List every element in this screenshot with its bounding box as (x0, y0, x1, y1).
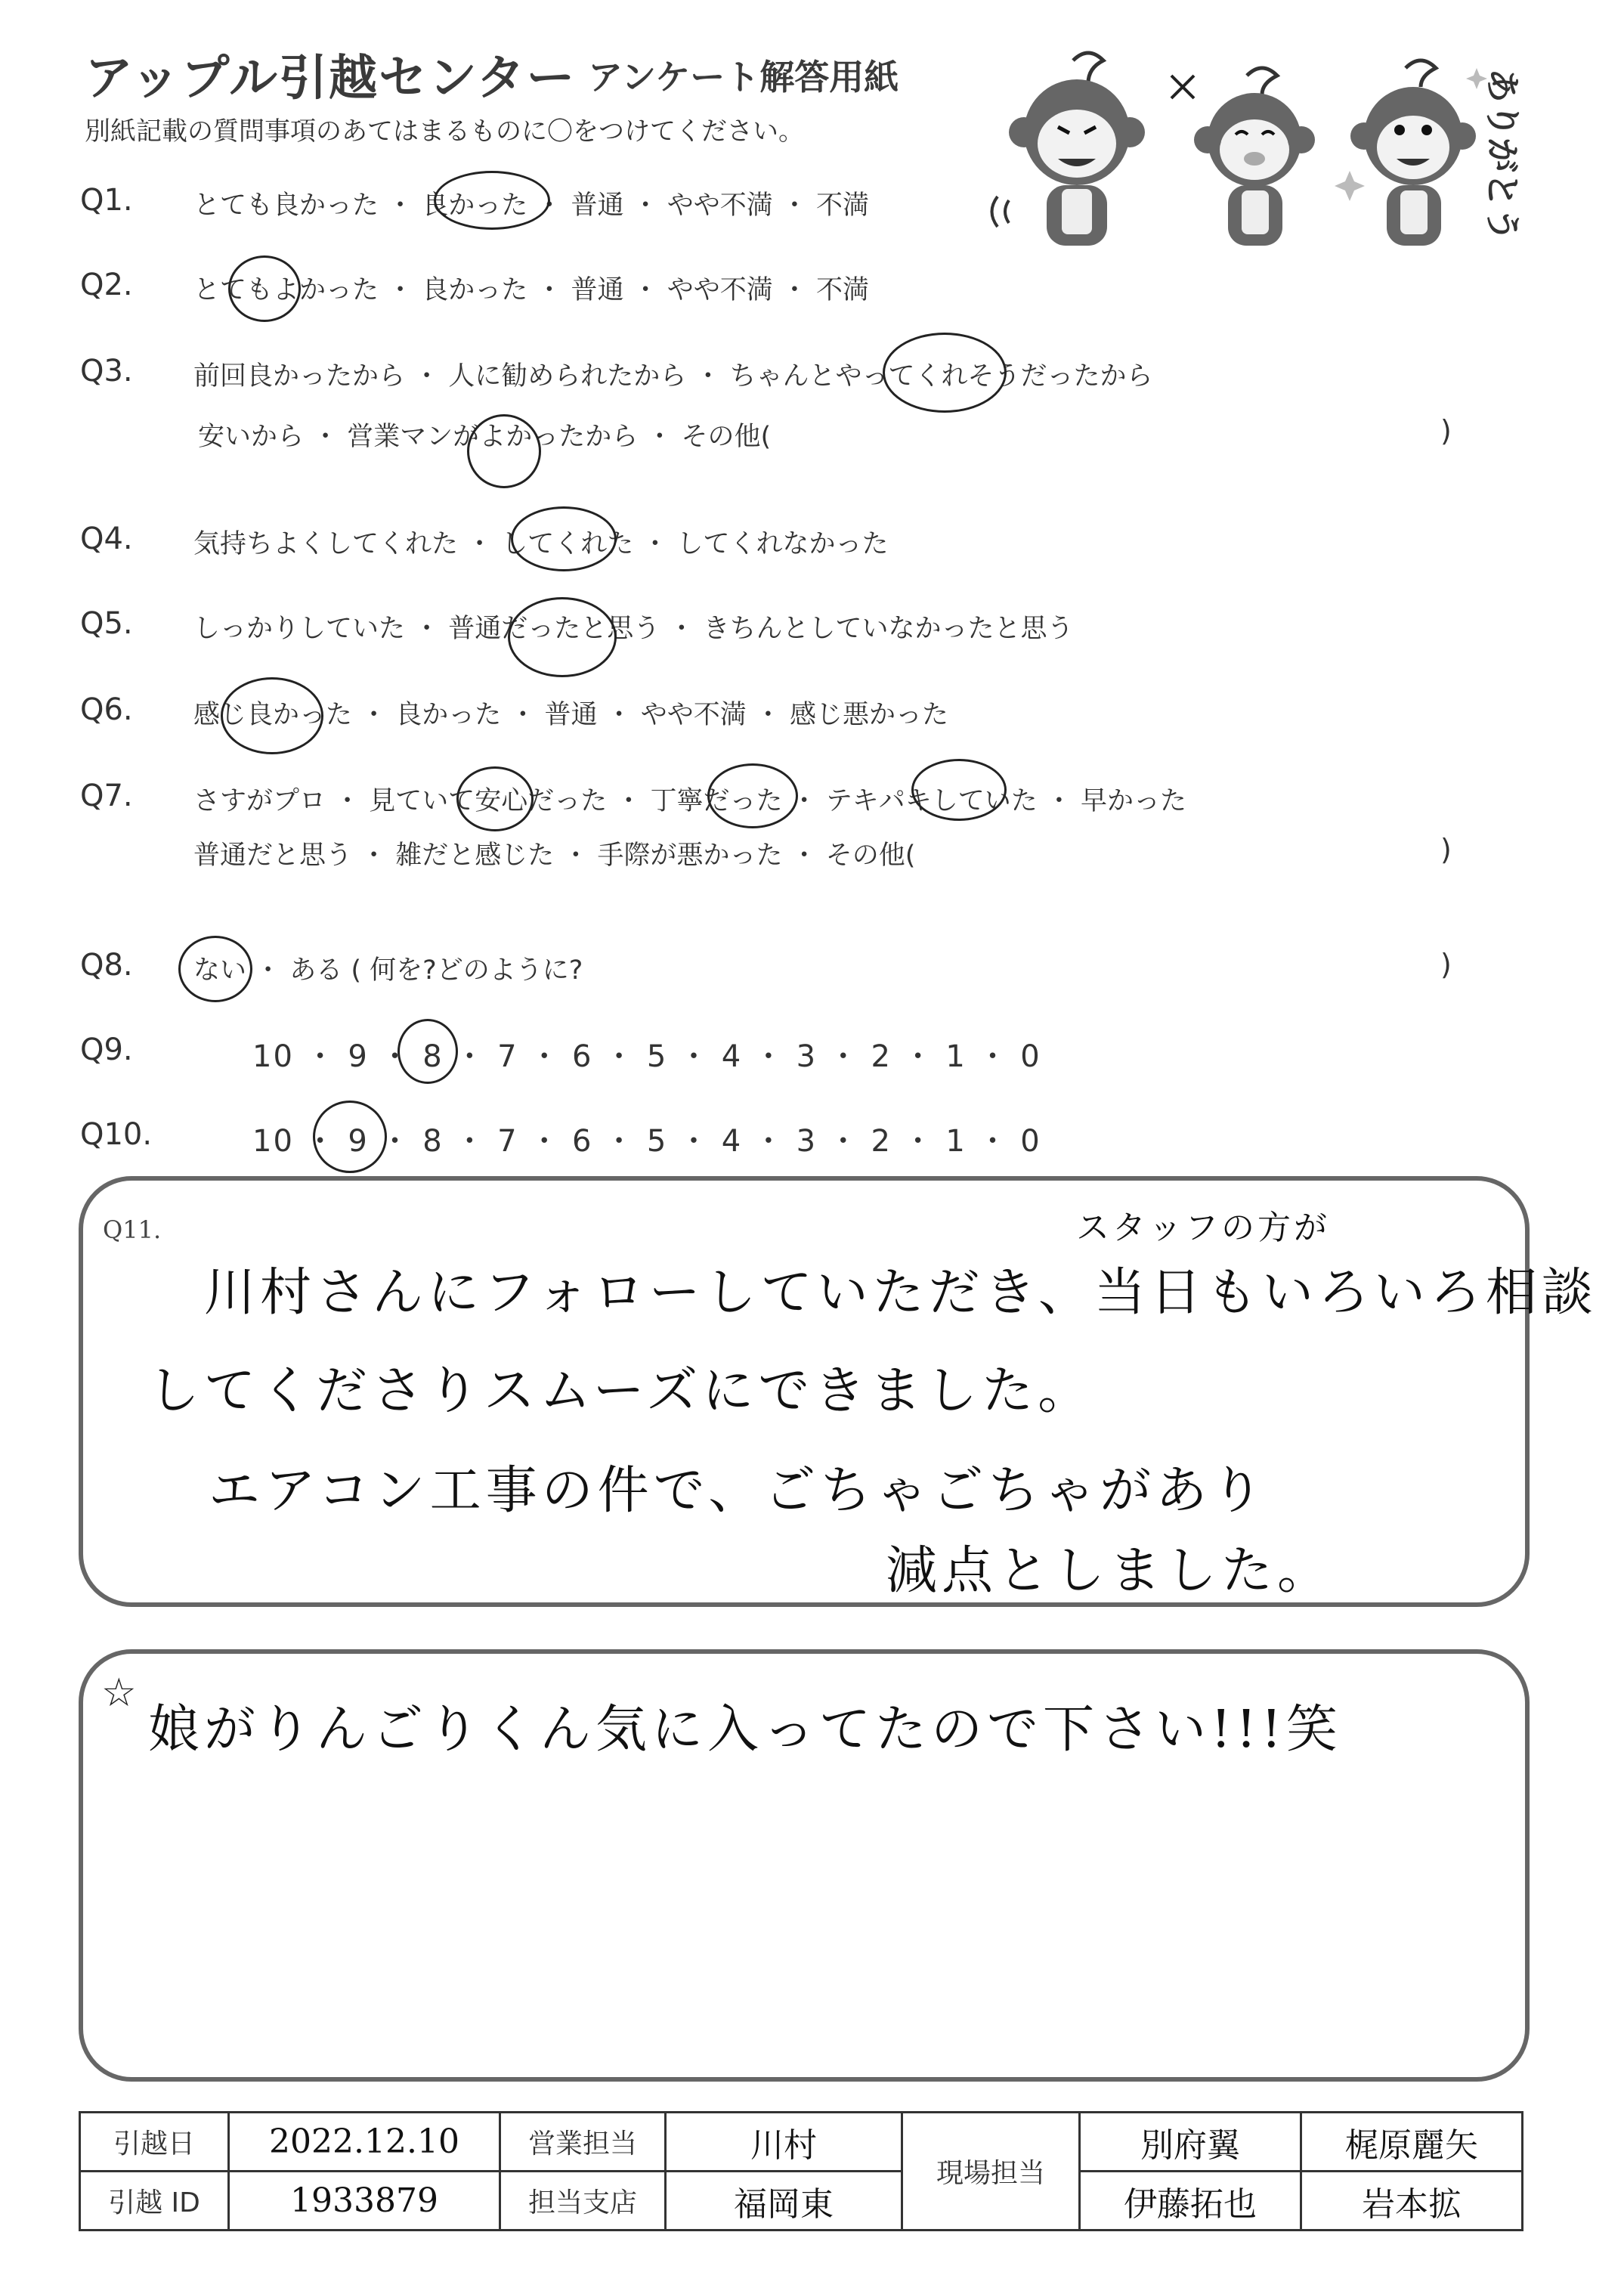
q4-label: Q4. (80, 522, 133, 556)
branch-value: 福岡東 (666, 2172, 902, 2231)
q3-answer-circle-2 (467, 414, 541, 488)
q6-options: 感じ良かった ・ 良かった ・ 普通 ・ やや不満 ・ 感じ悪かった (193, 700, 949, 730)
q6-answer-circle (221, 677, 323, 754)
q9-answer-circle (397, 1019, 458, 1084)
q7-options-line2: 普通だと思う ・ 雑だと感じた ・ 手際が悪かった ・ その他( (193, 841, 916, 871)
q11-label: Q11. (103, 1215, 162, 1244)
q7-label: Q7. (80, 779, 133, 813)
q10-answer-circle (313, 1101, 387, 1173)
site-staff-1: 別府翼 (1080, 2113, 1301, 2172)
q10-label: Q10. (80, 1117, 153, 1152)
q4-answer-circle (511, 506, 617, 571)
q6-label: Q6. (80, 692, 133, 727)
q7-close-paren: ) (1440, 833, 1452, 866)
branch-label: 担当支店 (500, 2172, 666, 2231)
q11-handwriting-line1: 川村さんにフォローしていただき、当日もいろいろ相談 (204, 1263, 1598, 1323)
move-date-value: 2022.12.10 (229, 2113, 500, 2172)
q1-label: Q1. (80, 183, 133, 218)
q2-answer-circle (228, 255, 301, 322)
company-brand: アップル引越センター (85, 51, 577, 107)
q3-answer-circle-1 (883, 333, 1007, 413)
q9-scale: 10 ・ 9 ・ 8 ・ 7 ・ 6 ・ 5 ・ 4 ・ 3 ・ 2 ・ 1 ・ 0 (252, 1039, 1041, 1074)
q9-label: Q9. (80, 1032, 133, 1067)
q1-answer-circle (434, 171, 550, 230)
q3-close-paren: ) (1440, 414, 1452, 447)
q7-options-line1: さすがプロ ・ 見ていて安心だった ・ 丁寧だった ・ テキパキしていた ・ 早かった (193, 786, 1187, 816)
q11-handwriting-line2: してくださりスムーズにできました。 (148, 1361, 1094, 1421)
star-icon: ☆ (101, 1670, 137, 1716)
mascot-caption: ありがとう (1482, 68, 1523, 242)
sales-rep-label: 営業担当 (500, 2113, 666, 2172)
q11-handwriting-line4: 減点としました。 (886, 1541, 1334, 1601)
q7-answer-circle-1 (456, 766, 534, 831)
mascot-illustration (982, 45, 1527, 257)
q8-options: ない ・ ある ( 何を?どのように? (193, 955, 583, 986)
site-staff-2: 梶原麗矢 (1301, 2113, 1523, 2172)
q3-label: Q3. (80, 354, 133, 389)
site-staff-label: 現場担当 (902, 2113, 1080, 2231)
mascot-apple-monkey-icon (1171, 68, 1315, 246)
mascot-apple-monkey-icon (992, 53, 1146, 246)
move-info-table (79, 2111, 1523, 2231)
instruction-text: 別紙記載の質問事項のあてはまるものに〇をつけてください。 (85, 116, 804, 147)
q3-options-line1: 前回良かったから ・ 人に勧められたから ・ ちゃんとやってくれそうだったから (193, 361, 1153, 392)
move-id-value: 1933879 (229, 2172, 500, 2231)
q8-answer-circle (178, 936, 252, 1002)
form-title: アンケート解答用紙 (588, 57, 899, 98)
q2-options: とてもよかった ・ 良かった ・ 普通 ・ やや不満 ・ 不満 (193, 275, 870, 305)
q5-answer-circle (508, 597, 617, 677)
q4-options: 気持ちよくしてくれた ・ してくれた ・ してくれなかった (193, 529, 889, 559)
q10-scale: 10 ・ 9 ・ 8 ・ 7 ・ 6 ・ 5 ・ 4 ・ 3 ・ 2 ・ 1 ・ 0 (252, 1124, 1041, 1159)
free-comment-handwriting: 娘がりんごりくん気に入ってたので下さい!!!笑 (148, 1700, 1342, 1760)
q8-close-paren: ) (1440, 948, 1452, 981)
q1-options: とても良かった ・ 良かった ・ 普通 ・ やや不満 ・ 不満 (193, 190, 870, 221)
q7-answer-circle-3 (911, 759, 1007, 821)
site-staff-4: 岩本拡 (1301, 2172, 1523, 2231)
q11-insert-note: スタッフの方が (1076, 1209, 1330, 1247)
q7-answer-circle-2 (707, 763, 798, 828)
q11-handwriting-line3: エアコン工事の件で、ごちゃごちゃがあり (209, 1461, 1268, 1521)
q8-label: Q8. (80, 948, 133, 983)
sales-rep-value: 川村 (666, 2113, 902, 2172)
move-date-label: 引越日 (80, 2113, 229, 2172)
move-id-label: 引越 ID (80, 2172, 229, 2231)
q5-label: Q5. (80, 606, 133, 641)
q2-label: Q2. (80, 268, 133, 302)
q3-options-line2: 安いから ・ 営業マンがよかったから ・ その他( (198, 422, 772, 452)
site-staff-3: 伊藤拓也 (1080, 2172, 1301, 2231)
mascot-apple-monkey-icon (1335, 60, 1487, 246)
q5-options: しっかりしていた ・ 普通だったと思う ・ きちんとしていなかったと思う (193, 614, 1074, 644)
